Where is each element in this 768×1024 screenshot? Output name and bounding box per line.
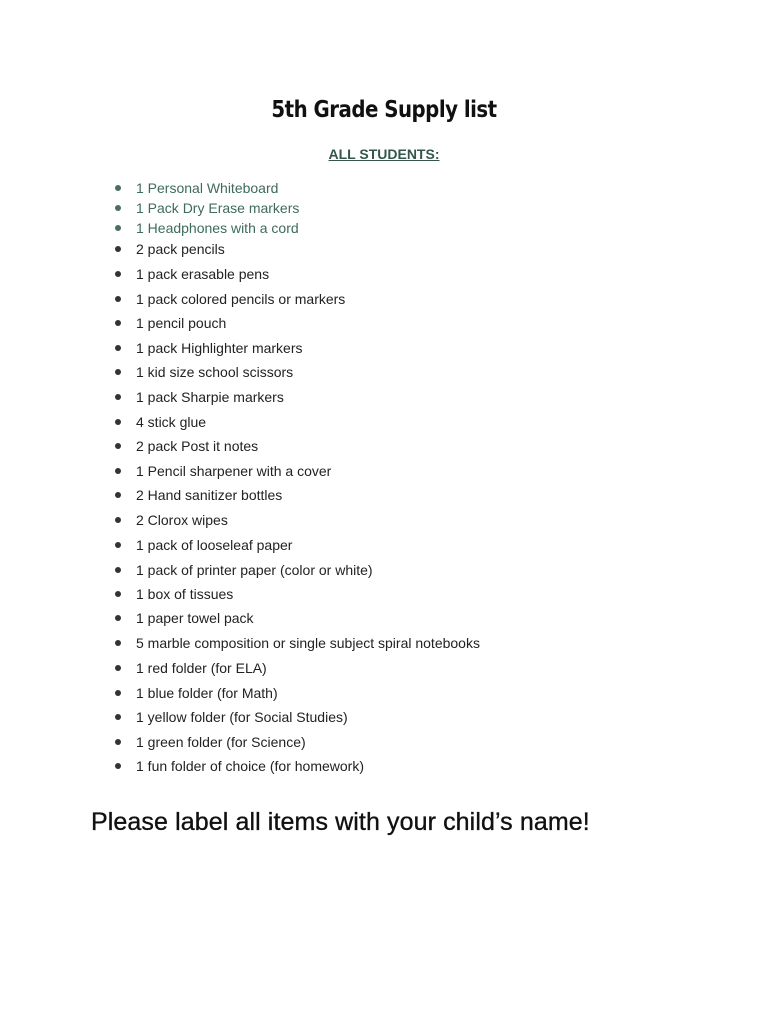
list-item-label: 1 pack Highlighter markers <box>136 340 303 356</box>
list-item <box>112 387 672 407</box>
bullet-icon <box>115 492 121 498</box>
section-heading: ALL STUDENTS: <box>328 146 440 162</box>
list-item-label: 1 Pencil sharpener with a cover <box>136 463 332 479</box>
bullet-icon <box>115 394 121 400</box>
list-item-label: 1 Pack Dry Erase markers <box>136 200 300 216</box>
list-item <box>112 707 672 727</box>
list-item <box>112 461 672 481</box>
list-item <box>112 485 672 505</box>
bullet-icon <box>115 739 121 745</box>
list-item <box>112 633 672 653</box>
bullet-icon <box>115 246 121 252</box>
list-item <box>112 436 672 456</box>
bullet-icon <box>115 640 121 646</box>
list-item-label: 2 Hand sanitizer bottles <box>136 487 283 503</box>
list-item-label: 1 paper towel pack <box>136 610 254 626</box>
list-item-label: 1 blue folder (for Math) <box>136 685 278 701</box>
list-item-label: 5 marble composition or single subject spiral notebooks <box>136 635 480 651</box>
list-item <box>112 732 672 752</box>
bullet-icon <box>115 615 121 621</box>
list-item-label: 1 pack Sharpie markers <box>136 389 284 405</box>
bullet-icon <box>115 468 121 474</box>
list-item <box>112 683 672 703</box>
bullet-icon <box>115 419 121 425</box>
list-item-label: 1 box of tissues <box>136 586 234 602</box>
bullet-icon <box>115 763 121 769</box>
list-item-label: 1 pack erasable pens <box>136 266 270 282</box>
bullet-icon <box>115 714 121 720</box>
list-item-label: 2 pack Post it notes <box>136 438 259 454</box>
list-item <box>112 560 672 580</box>
list-item-label: 4 stick glue <box>136 414 207 430</box>
list-item-label: 1 pack colored pencils or markers <box>136 291 346 307</box>
list-item <box>112 264 672 284</box>
bullet-icon <box>115 567 121 573</box>
bullet-icon <box>115 185 121 191</box>
bullet-icon <box>115 205 121 211</box>
list-item <box>112 608 672 628</box>
bullet-icon <box>115 369 121 375</box>
list-item-label: 1 red folder (for ELA) <box>136 660 267 676</box>
page-title: 5th Grade Supply list <box>271 97 497 123</box>
list-item-label: 1 pack of printer paper (color or white) <box>136 562 373 578</box>
bullet-icon <box>115 271 121 277</box>
bullet-icon <box>115 690 121 696</box>
list-item-label: 1 fun folder of choice (for homework) <box>136 758 364 774</box>
bullet-icon <box>115 320 121 326</box>
list-item <box>112 412 672 432</box>
bullet-icon <box>115 665 121 671</box>
list-item-label: 2 pack pencils <box>136 241 225 257</box>
list-item-label: 1 kid size school scissors <box>136 364 294 380</box>
list-item-label: 1 yellow folder (for Social Studies) <box>136 709 348 725</box>
bullet-icon <box>115 225 121 231</box>
list-item <box>112 510 672 530</box>
list-item <box>112 313 672 333</box>
list-item <box>112 362 672 382</box>
list-item-label: 1 pencil pouch <box>136 315 227 331</box>
list-item <box>112 658 672 678</box>
bullet-icon <box>115 443 121 449</box>
bullet-icon <box>115 591 121 597</box>
list-item-label: 2 Clorox wipes <box>136 512 228 528</box>
bullet-icon <box>115 296 121 302</box>
list-item <box>112 535 672 555</box>
list-item <box>112 289 672 309</box>
list-item <box>112 198 672 218</box>
bullet-icon <box>115 542 121 548</box>
bullet-icon <box>115 517 121 523</box>
list-item <box>112 338 672 358</box>
list-item <box>112 584 672 604</box>
footer-note: Please label all items with your child’s name! <box>91 808 590 836</box>
list-item <box>112 218 672 238</box>
list-item-label: 1 pack of looseleaf paper <box>136 537 293 553</box>
list-item-label: 1 Personal Whiteboard <box>136 180 279 196</box>
bullet-icon <box>115 345 121 351</box>
list-item <box>112 756 672 776</box>
list-item-label: 1 green folder (for Science) <box>136 734 306 750</box>
list-item-label: 1 Headphones with a cord <box>136 220 299 236</box>
list-item <box>112 239 672 259</box>
list-item <box>112 178 672 198</box>
